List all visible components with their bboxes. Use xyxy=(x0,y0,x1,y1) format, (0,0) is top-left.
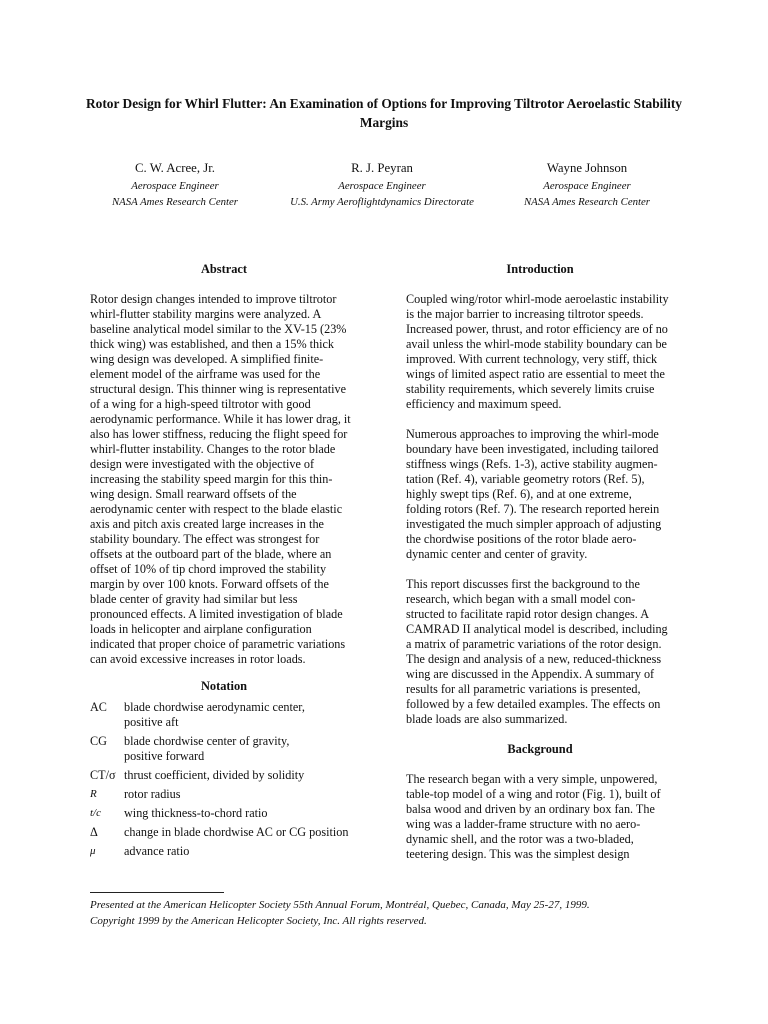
notation-heading: Notation xyxy=(200,679,248,693)
author-block xyxy=(494,160,680,210)
author-block xyxy=(80,160,270,210)
author-name: R. J. Peyran xyxy=(351,161,413,175)
notation-list xyxy=(90,700,358,859)
footnote-copyright: Copyright 1999 by the American Helicopter Society, Inc. All rights reserved. xyxy=(90,915,427,927)
left-column xyxy=(90,262,358,863)
right-column xyxy=(406,262,674,877)
notation-symbol: CT/σ xyxy=(90,768,116,782)
author-name: C. W. Acree, Jr. xyxy=(135,161,215,175)
notation-definition: wing thickness-to-chord ratio xyxy=(124,806,268,820)
background-heading: Background xyxy=(507,742,573,756)
footnote-divider xyxy=(90,892,224,893)
notation-item xyxy=(90,787,358,802)
notation-definition: advance ratio xyxy=(124,844,190,858)
notation-symbol: R xyxy=(90,788,97,800)
abstract-text: Rotor design changes intended to improve tiltrotor whirl-flutter stability margins were analyzed. A baseline analytical model similar to the XV-15 (23% thick wing) was established, and then a 15% thick wing design was developed. A simplified finite- element model of the airframe was used for the structural design. This thinner wing is representative of a wing for a high-speed tiltrotor with good aerodynamic performance. While it has lower drag, it also has lower stiffness, reducing the flight speed for whirl-flutter instability. Changes to the rotor blade design were investigated with the objective of increasing the stability speed margin for this thin- wing design. Small rearward offsets of the aerodynamic center with respect to the blade elastic axis and pitch axis created large increases in the stability boundary. The effect was strongest for offsets at the outboard part of the blade, where an offset of 10% of tip chord improved the stability margin by over 100 knots. Forward offsets of the blade center of gravity had similar but less pronounced effects. A limited investigation of blade loads in helicopter and airplane configuration indicated that proper choice of parametric variations can avoid excessive increases in rotor loads. xyxy=(90,292,351,666)
author-block xyxy=(268,160,496,210)
notation-symbol: CG xyxy=(90,734,107,748)
notation-symbol: μ xyxy=(90,845,96,857)
notation-item xyxy=(90,825,358,840)
notation-symbol: AC xyxy=(90,700,107,714)
notation-item xyxy=(90,806,358,821)
background-paragraph: The research began with a very simple, unpowered, table-top model of a wing and rotor (Fig. 1), built of balsa wood and driven by an ordinary box fan. The wing was a ladder-frame structure with no aero- dynamic shell, and the rotor was a two-bladed, teetering design. This was the simplest design xyxy=(406,772,661,861)
introduction-paragraph: Coupled wing/rotor whirl-mode aeroelastic instability is the major barrier to increasing tiltrotor speeds. Increased power, thrust, and rotor efficiency are of no avail unless the whirl-mode stability boundary can be improved. With current technology, very stiff, thick wings of limited aspect ratio are essential to meet the stability requirements, which severely limits cruise efficiency and maximum speed. xyxy=(406,292,669,411)
abstract-heading: Abstract xyxy=(200,262,248,276)
author-affiliation: NASA Ames Research Center xyxy=(111,196,239,208)
notation-symbol: t/c xyxy=(90,807,101,819)
notation-symbol: Δ xyxy=(90,825,98,839)
notation-item xyxy=(90,844,358,859)
footnote-presented: Presented at the American Helicopter Society 55th Annual Forum, Montréal, Quebec, Canada, May 25-27, 1999. xyxy=(90,899,590,911)
author-affiliation: U.S. Army Aeroflightdynamics Directorate xyxy=(290,196,474,208)
paper-title: Rotor Design for Whirl Flutter: An Examination of Options for Improving Tiltrotor Aeroelastic Stability Margins xyxy=(85,96,683,130)
introduction-paragraph: This report discusses first the background to the research, which began with a small model con- structed to facilitate rapid rotor design changes. A CAMRAD II analytical model is described, including a matrix of parametric variations of the rotor design. The design and analysis of a new, reduced-thickness wing are discussed in the Appendix. A summary of results for all parametric variations is presented, followed by a few detailed examples. The effects on blade loads are also summarized. xyxy=(406,577,668,726)
author-role: Aerospace Engineer xyxy=(543,180,631,192)
author-name: Wayne Johnson xyxy=(546,161,628,175)
author-role: Aerospace Engineer xyxy=(131,180,219,192)
notation-item xyxy=(90,768,358,783)
author-role: Aerospace Engineer xyxy=(338,180,426,192)
notation-definition: rotor radius xyxy=(124,787,181,801)
notation-definition: change in blade chordwise AC or CG position xyxy=(124,825,349,839)
notation-item xyxy=(90,734,358,764)
introduction-heading: Introduction xyxy=(506,262,574,276)
notation-definition: thrust coefficient, divided by solidity xyxy=(124,768,305,782)
notation-item xyxy=(90,700,358,730)
author-affiliation: NASA Ames Research Center xyxy=(523,196,651,208)
footnote xyxy=(90,897,690,929)
introduction-paragraph: Numerous approaches to improving the whirl-mode boundary have been investigated, including tailored stiffness wings (Refs. 1-3), active stability augmen- tation (Ref. 4), variable geometry rotors (Ref. 5), highly swept tips (Ref. 6), and at one extreme, folding rotors (Ref. 7). The research reported herein investigated the much simpler approach of adjusting the chordwise positions of the rotor blade aero- dynamic center and center of gravity. xyxy=(406,427,662,561)
notation-definition: blade chordwise aerodynamic center, positive aft xyxy=(124,700,305,729)
notation-definition: blade chordwise center of gravity, positive forward xyxy=(124,734,290,763)
